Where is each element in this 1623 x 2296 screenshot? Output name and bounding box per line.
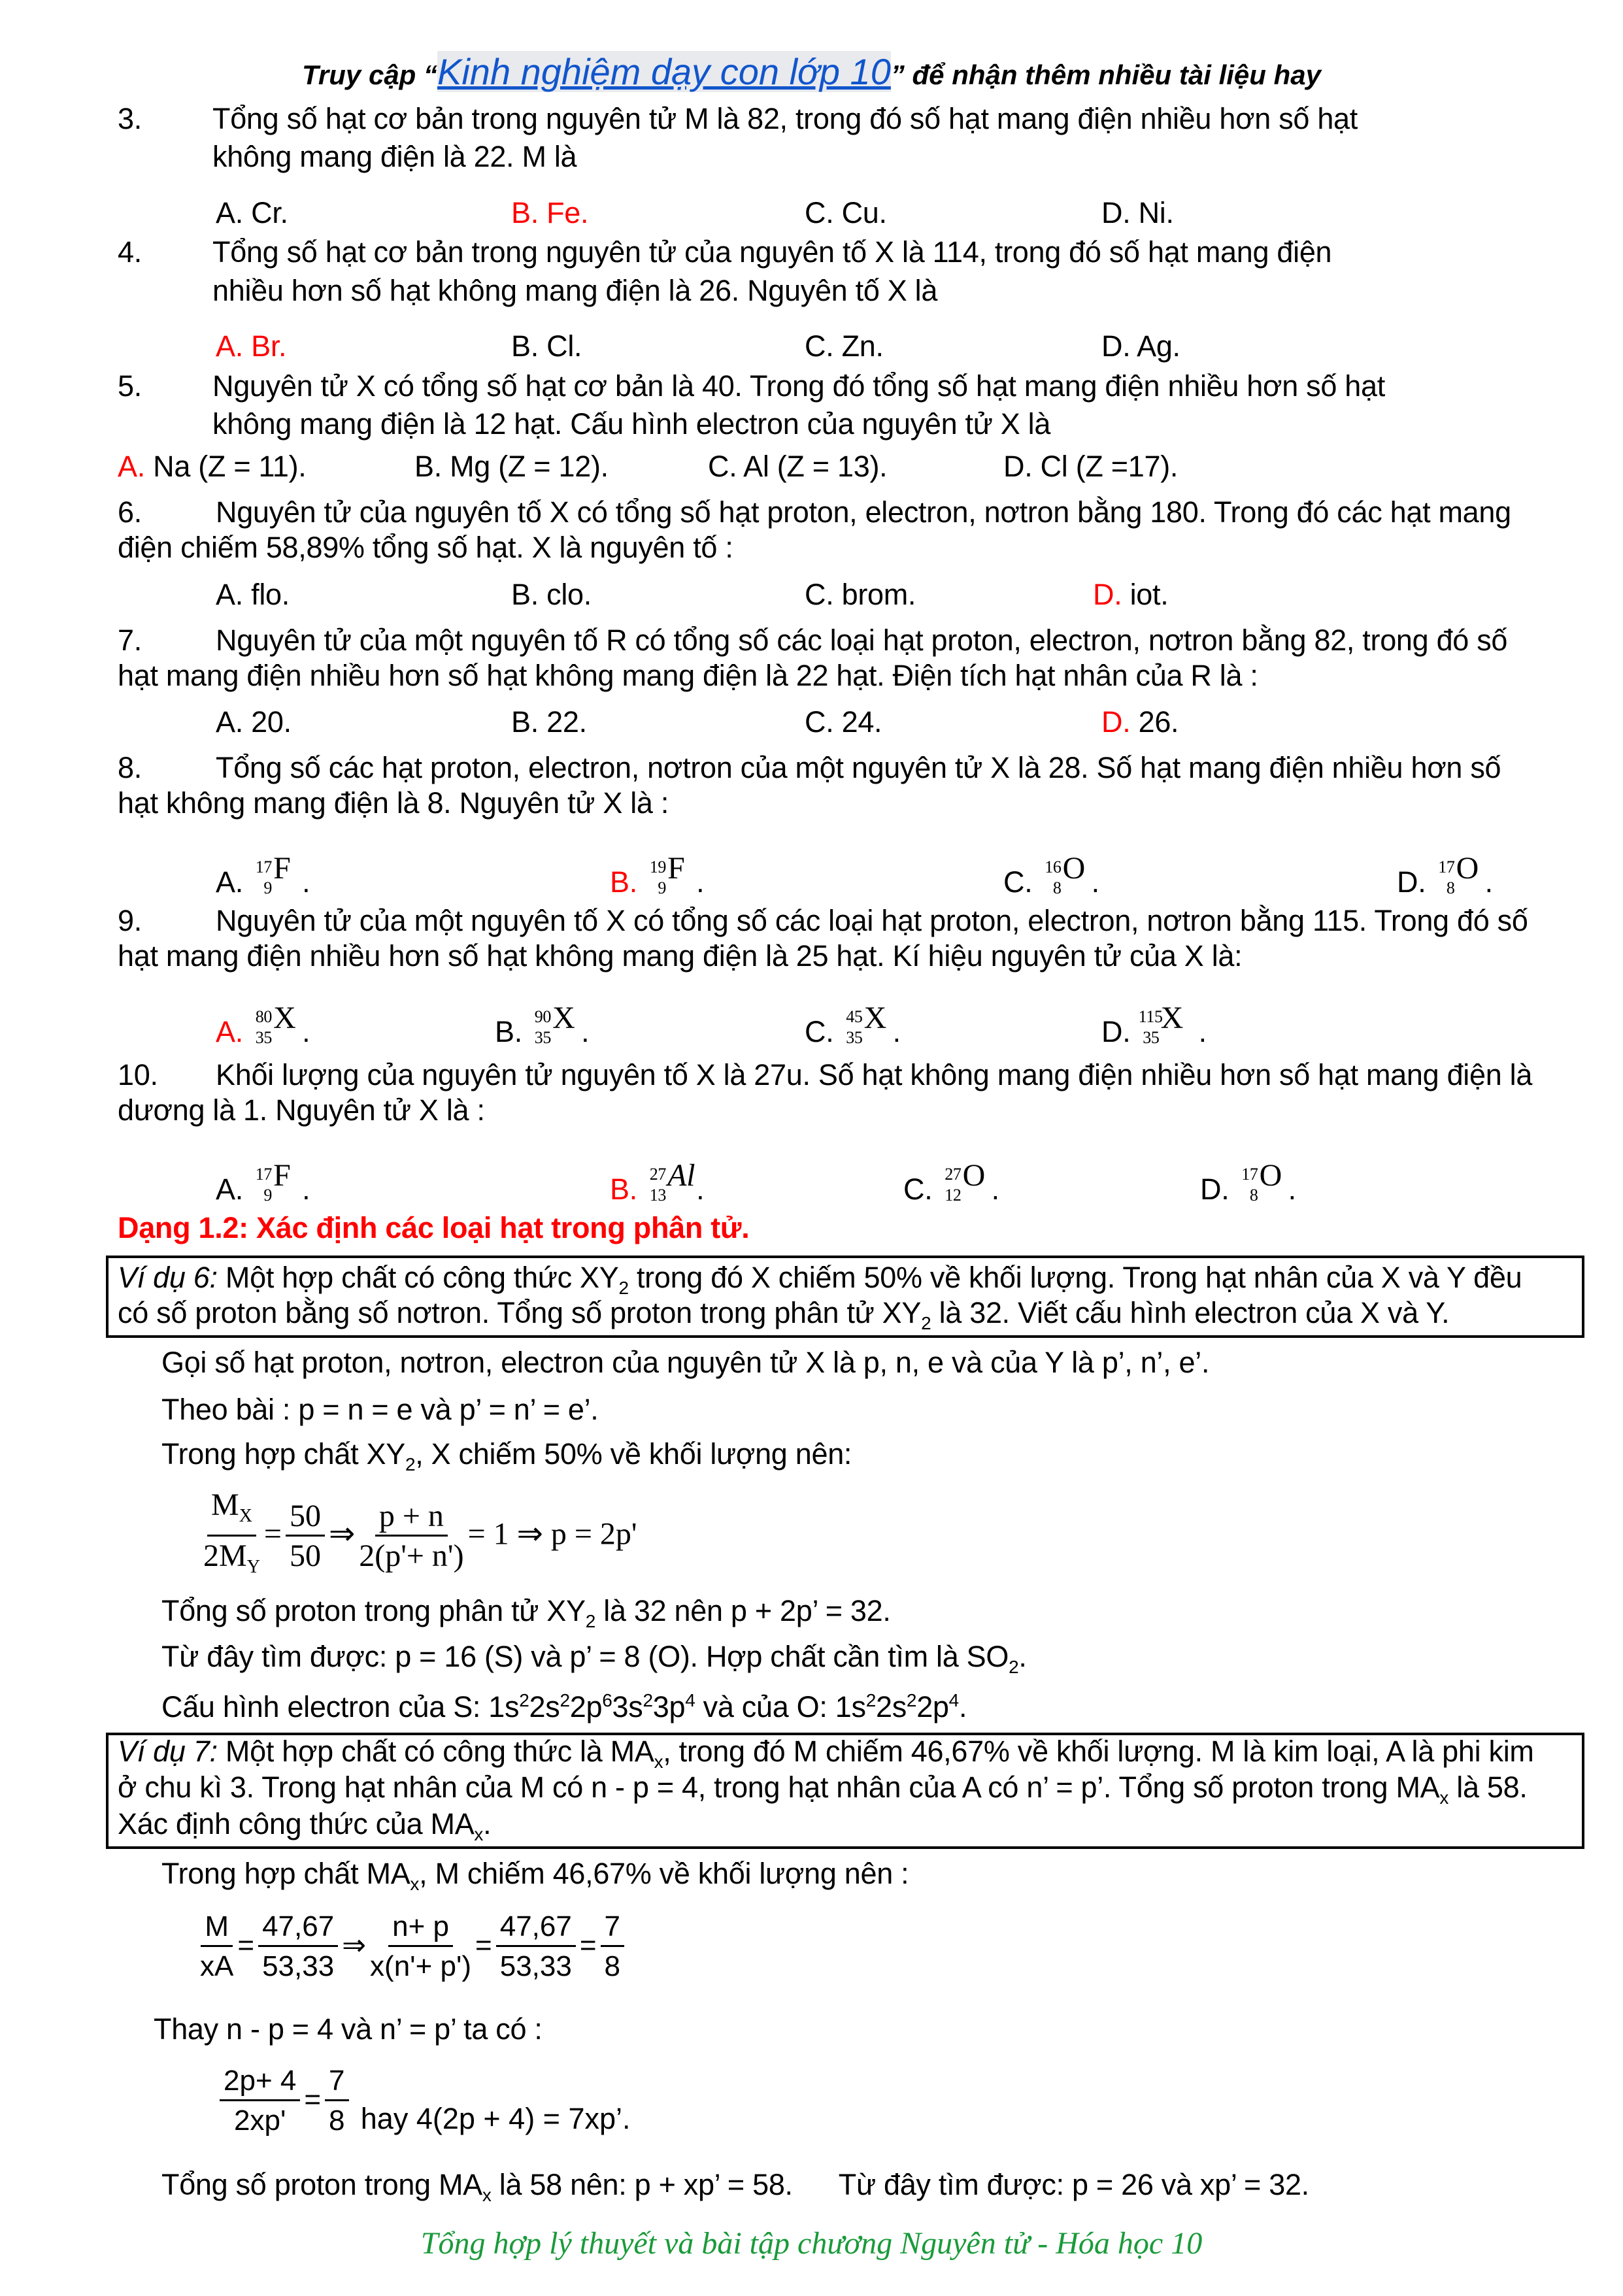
text: ở chu kì 3. Trong hạt nhân của M có n - p = 4, trong hạt nhân của A có n’ = p’. Tổng số proton trong MA bbox=[118, 1771, 1440, 1804]
option-b[interactable]: B. Cl. bbox=[511, 329, 582, 363]
fraction bbox=[601, 1908, 624, 1986]
implies-icon: ⇒ bbox=[329, 1516, 356, 1552]
period: . bbox=[302, 1173, 310, 1206]
element-symbol: X bbox=[1160, 1001, 1183, 1035]
option-c[interactable] bbox=[903, 1160, 999, 1208]
text: Từ đây tìm được: p = 16 (S) và p’ = 8 (O). Hợp chất cần tìm là SO bbox=[161, 1640, 1009, 1673]
option-key: B. bbox=[495, 1015, 522, 1048]
text: M bbox=[201, 1908, 233, 1947]
option-b-answer[interactable] bbox=[610, 1160, 704, 1208]
option-d[interactable]: D. Ag. bbox=[1101, 329, 1180, 363]
question-number: 5. bbox=[118, 369, 142, 403]
implies-icon: ⇒ bbox=[342, 1929, 367, 1962]
subscript: 2 bbox=[405, 1454, 416, 1474]
period: . bbox=[302, 865, 310, 899]
atomic-number: 12 bbox=[945, 1186, 962, 1205]
isotope-symbol bbox=[1237, 1160, 1283, 1206]
text: 3s bbox=[612, 1690, 643, 1723]
option-key: D. bbox=[1200, 1173, 1230, 1206]
subscript: x bbox=[474, 1824, 484, 1844]
fraction bbox=[220, 2063, 300, 2140]
question-number: 6. bbox=[118, 495, 142, 529]
element-symbol: X bbox=[863, 1001, 886, 1035]
option-key: C. bbox=[903, 1173, 933, 1206]
option-c[interactable]: C. Cu. bbox=[805, 196, 887, 229]
question-text: Tổng số các hạt proton, electron, nơtron của một nguyên tử X là 28. Số hạt mang điện nhiều hơn số bbox=[216, 751, 1501, 784]
text: 7 bbox=[601, 1908, 624, 1947]
mass-number: 27 bbox=[649, 1165, 667, 1184]
text: . bbox=[1018, 1640, 1027, 1673]
element-symbol: Al bbox=[667, 1158, 695, 1193]
superscript: 2 bbox=[643, 1690, 653, 1710]
option-a-answer[interactable]: A. Br. bbox=[216, 329, 287, 363]
text: 2p bbox=[569, 1690, 603, 1723]
option-c[interactable]: C. Al (Z = 13). bbox=[708, 450, 888, 483]
text: 2xp' bbox=[234, 2105, 286, 2137]
fraction bbox=[258, 1908, 338, 1986]
text: = bbox=[237, 1929, 255, 1962]
option-a[interactable] bbox=[216, 1160, 310, 1208]
period: . bbox=[302, 1015, 310, 1048]
option-key: B. bbox=[610, 1173, 637, 1206]
isotope-symbol bbox=[1041, 853, 1086, 899]
question-number: 8. bbox=[118, 751, 142, 784]
text: = bbox=[475, 1929, 492, 1962]
option-key: D. bbox=[1093, 578, 1122, 611]
mass-number: 19 bbox=[649, 857, 667, 876]
text: 47,67 bbox=[496, 1908, 576, 1947]
text: . bbox=[958, 1690, 967, 1723]
question-text: không mang điện là 22. M là bbox=[212, 140, 577, 173]
period: . bbox=[696, 1173, 705, 1206]
header-prefix: Truy cập “ bbox=[302, 59, 437, 90]
text: là 58. bbox=[1448, 1771, 1528, 1804]
subscript: X bbox=[239, 1506, 252, 1526]
subscript: 2 bbox=[585, 1611, 596, 1631]
example-label: Ví dụ 6: bbox=[118, 1261, 218, 1294]
period: . bbox=[1198, 1015, 1207, 1048]
text: , X chiếm 50% về khối lượng nên: bbox=[415, 1437, 852, 1471]
formula-mass-ratio bbox=[196, 1908, 628, 1986]
option-a-answer[interactable] bbox=[216, 1003, 310, 1050]
solution-line: Theo bài : p = n = e và p’ = n’ = e’. bbox=[161, 1393, 599, 1426]
option-key: C. bbox=[805, 1015, 834, 1048]
element-symbol: F bbox=[273, 851, 291, 886]
mass-number: 17 bbox=[1241, 1165, 1258, 1184]
text: 8 bbox=[604, 1950, 621, 1982]
subscript: 2 bbox=[618, 1278, 629, 1298]
option-b[interactable]: B. clo. bbox=[511, 578, 592, 611]
text: M bbox=[211, 1488, 239, 1522]
solution-line bbox=[161, 1593, 891, 1640]
text: là 58 nên: p + xp’ = 58. bbox=[491, 2168, 793, 2201]
fraction bbox=[370, 1908, 471, 1986]
option-b[interactable] bbox=[495, 1003, 589, 1050]
option-d[interactable]: D. Cl (Z =17). bbox=[1003, 450, 1179, 483]
text: 8 bbox=[329, 2105, 345, 2137]
text: 50 bbox=[286, 1498, 325, 1537]
period: . bbox=[991, 1173, 999, 1206]
mass-number: 17 bbox=[255, 1165, 273, 1184]
mass-number: 115 bbox=[1138, 1007, 1163, 1026]
option-d-answer[interactable] bbox=[1093, 576, 1168, 613]
subscript: x bbox=[654, 1752, 663, 1772]
page-header bbox=[0, 52, 1623, 95]
mass-number: 16 bbox=[1045, 857, 1062, 876]
element-symbol: O bbox=[1259, 1158, 1282, 1193]
question-text: nhiều hơn số hạt không mang điện là 26. Nguyên tố X là bbox=[212, 274, 938, 307]
isotope-symbol bbox=[530, 1003, 576, 1048]
question-text: Nguyên tử X có tổng số hạt cơ bản là 40. Trong đó tổng số hạt mang điện nhiều hơn số hạt bbox=[212, 369, 1385, 403]
option-c[interactable]: C. Zn. bbox=[805, 329, 884, 363]
page-footer: Tổng hợp lý thuyết và bài tập chương Nguyên tử - Hóa học 10 bbox=[420, 2226, 1203, 2261]
option-c[interactable]: C. 24. bbox=[805, 705, 882, 739]
text: và của O: 1s bbox=[695, 1690, 866, 1723]
atomic-number: 35 bbox=[846, 1028, 863, 1047]
question-text: hạt mang điện nhiều hơn số hạt không mang điện là 25 hạt. Kí hiệu nguyên tử của X là: bbox=[118, 939, 1243, 973]
mass-number: 27 bbox=[945, 1165, 962, 1184]
isotope-symbol bbox=[251, 853, 297, 899]
text: xA bbox=[200, 1950, 234, 1982]
header-link[interactable]: Kinh nghiệm dạy con lớp 10 bbox=[437, 51, 891, 92]
option-d[interactable] bbox=[1397, 853, 1493, 901]
text: hay 4(2p + 4) = 7xp’. bbox=[360, 2102, 631, 2136]
subscript: 2 bbox=[1009, 1657, 1019, 1677]
superscript: 2 bbox=[865, 1690, 876, 1710]
question-text: hạt không mang điện là 8. Nguyên tử X là : bbox=[118, 786, 669, 820]
fraction bbox=[496, 1908, 576, 1986]
option-d[interactable] bbox=[1200, 1160, 1296, 1208]
question-text: Tổng số hạt cơ bản trong nguyên tử của nguyên tố X là 114, trong đó số hạt mang điện bbox=[212, 235, 1332, 269]
solution-line bbox=[161, 1682, 967, 1725]
text: là 32. Viết cấu hình electron của X và Y. bbox=[931, 1296, 1450, 1329]
atomic-number: 8 bbox=[1249, 1186, 1258, 1205]
text: Xác định công thức của MA bbox=[118, 1807, 475, 1840]
text: 3p bbox=[652, 1690, 686, 1723]
atomic-number: 9 bbox=[263, 878, 273, 897]
option-a[interactable]: A. flo. bbox=[216, 578, 290, 611]
superscript: 2 bbox=[906, 1690, 917, 1710]
isotope-symbol bbox=[251, 1003, 297, 1048]
text: , trong đó M chiếm 46,67% về khối lượng. M là kim loại, A là phi kim bbox=[663, 1735, 1534, 1768]
mass-number: 45 bbox=[846, 1007, 863, 1026]
isotope-symbol bbox=[842, 1003, 888, 1048]
option-d-answer[interactable] bbox=[1101, 704, 1179, 740]
text: Tổng số proton trong phân tử XY bbox=[161, 1594, 586, 1627]
atomic-number: 35 bbox=[255, 1028, 273, 1047]
atomic-number: 8 bbox=[1052, 878, 1062, 897]
solution-line bbox=[161, 1436, 852, 1483]
question-text: không mang điện là 12 hạt. Cấu hình electron của nguyên tử X là bbox=[212, 407, 1051, 441]
period: . bbox=[1091, 865, 1099, 899]
text: 2p bbox=[916, 1690, 949, 1723]
element-symbol: F bbox=[273, 1158, 291, 1193]
atomic-number: 35 bbox=[1143, 1028, 1160, 1047]
element-symbol: O bbox=[1456, 851, 1479, 886]
solution-line bbox=[161, 2167, 1309, 2214]
option-c[interactable] bbox=[1003, 853, 1099, 901]
formula-ratio bbox=[199, 1487, 637, 1587]
text: 50 bbox=[290, 1539, 321, 1573]
text: 47,67 bbox=[258, 1908, 338, 1947]
option-b-answer[interactable] bbox=[610, 853, 704, 901]
fraction bbox=[203, 1487, 260, 1587]
text: Tổng số proton trong MA bbox=[161, 2168, 482, 2201]
subscript: x bbox=[1439, 1788, 1449, 1808]
option-key: B. bbox=[610, 865, 637, 899]
option-b[interactable]: B. Mg (Z = 12). bbox=[414, 450, 609, 483]
question-text: Nguyên tử của một nguyên tố X có tổng số các loại hạt proton, electron, nơtron bằng 115. Trong đó số bbox=[216, 904, 1528, 937]
period: . bbox=[892, 1015, 901, 1048]
isotope-symbol bbox=[1434, 853, 1480, 899]
element-symbol: X bbox=[552, 1001, 575, 1035]
solution-line: Thay n - p = 4 và n’ = p’ ta có : bbox=[154, 2012, 543, 2046]
text: n+ p bbox=[388, 1908, 453, 1947]
fraction bbox=[286, 1498, 325, 1576]
question-number: 10. bbox=[118, 1058, 158, 1091]
solution-line bbox=[161, 1639, 1027, 1686]
text: 2s bbox=[529, 1690, 560, 1723]
atomic-number: 9 bbox=[658, 878, 667, 897]
text: Một hợp chất có công thức XY bbox=[217, 1261, 619, 1294]
option-key: A. bbox=[216, 865, 243, 899]
option-c[interactable]: C. brom. bbox=[805, 578, 916, 611]
period: . bbox=[696, 865, 705, 899]
isotope-symbol bbox=[645, 853, 691, 899]
option-c[interactable] bbox=[805, 1003, 901, 1050]
option-key: D. bbox=[1397, 865, 1426, 899]
element-symbol: F bbox=[667, 851, 685, 886]
atomic-number: 13 bbox=[649, 1186, 667, 1205]
period: . bbox=[1484, 865, 1493, 899]
superscript: 2 bbox=[560, 1690, 570, 1710]
subscript: 2 bbox=[921, 1313, 931, 1333]
option-d[interactable] bbox=[1101, 1003, 1207, 1050]
isotope-symbol bbox=[941, 1160, 986, 1206]
text: 2M bbox=[203, 1539, 247, 1573]
text: 2s bbox=[875, 1690, 907, 1723]
option-value: iot. bbox=[1122, 578, 1169, 611]
option-key: D. bbox=[1101, 1015, 1131, 1048]
example-label: Ví dụ 7: bbox=[118, 1735, 218, 1768]
option-key: D. bbox=[1101, 705, 1131, 739]
text: trong đó X chiếm 50% về khối lượng. Trong hạt nhân của X và Y đều bbox=[628, 1261, 1522, 1294]
subscript: Y bbox=[246, 1557, 260, 1577]
question-text: hạt mang điện nhiều hơn số hạt không mang điện là 22 hạt. Điện tích hạt nhân của R là : bbox=[118, 659, 1258, 692]
mass-number: 17 bbox=[255, 857, 273, 876]
option-key: A. bbox=[216, 1015, 243, 1048]
option-a-answer[interactable] bbox=[118, 448, 307, 485]
option-d[interactable]: D. Ni. bbox=[1101, 196, 1174, 229]
question-number: 9. bbox=[118, 904, 142, 937]
subscript: x bbox=[410, 1874, 420, 1894]
mass-number: 80 bbox=[255, 1007, 273, 1026]
element-symbol: X bbox=[273, 1001, 296, 1035]
text: 53,33 bbox=[499, 1950, 572, 1982]
section-heading: Dạng 1.2: Xác định các loại hạt trong phân tử. bbox=[118, 1211, 750, 1244]
option-a[interactable]: A. 20. bbox=[216, 705, 292, 739]
fraction bbox=[325, 2063, 348, 2140]
isotope-symbol bbox=[251, 1160, 297, 1206]
mass-number: 17 bbox=[1438, 857, 1455, 876]
option-key: A. bbox=[216, 1173, 243, 1206]
question-number: 4. bbox=[118, 235, 142, 269]
atomic-number: 8 bbox=[1446, 878, 1455, 897]
example-6-line bbox=[118, 1295, 1449, 1342]
text: = 1 ⇒ p = 2p' bbox=[467, 1516, 637, 1552]
superscript: 6 bbox=[602, 1690, 612, 1710]
isotope-symbol bbox=[645, 1158, 695, 1206]
text: = bbox=[579, 1929, 597, 1962]
text: x(n'+ p') bbox=[370, 1950, 472, 1982]
element-symbol: O bbox=[962, 1158, 985, 1193]
question-text: dương là 1. Nguyên tử X là : bbox=[118, 1093, 485, 1127]
superscript: 4 bbox=[685, 1690, 695, 1710]
option-value: 26. bbox=[1130, 705, 1179, 739]
question-text: Tổng số hạt cơ bản trong nguyên tử M là 82, trong đó số hạt mang điện nhiều hơn số hạt bbox=[212, 102, 1358, 135]
text: là 32 nên p + 2p’ = 32. bbox=[595, 1594, 891, 1627]
text: = bbox=[304, 2084, 322, 2116]
option-value: Na (Z = 11). bbox=[144, 450, 307, 483]
question-text: Nguyên tử của một nguyên tố R có tổng số các loại hạt proton, electron, nơtron bằng 82, trong đó số bbox=[216, 624, 1508, 657]
option-a[interactable]: A. Cr. bbox=[216, 196, 288, 229]
text: Cấu hình electron của S: 1s bbox=[161, 1690, 520, 1723]
text: Trong hợp chất MA bbox=[161, 1857, 410, 1890]
text: = bbox=[263, 1516, 282, 1552]
period: . bbox=[1288, 1173, 1296, 1206]
text: , M chiếm 46,67% về khối lượng nên : bbox=[419, 1857, 909, 1890]
question-number: 3. bbox=[118, 102, 142, 135]
formula-substitution bbox=[216, 2063, 631, 2140]
text: p + n bbox=[375, 1498, 448, 1537]
option-b-answer[interactable]: B. Fe. bbox=[511, 196, 589, 229]
text: 7 bbox=[325, 2063, 348, 2101]
option-key: C. bbox=[1003, 865, 1033, 899]
question-number: 7. bbox=[118, 624, 142, 657]
superscript: 4 bbox=[948, 1690, 959, 1710]
period: . bbox=[581, 1015, 590, 1048]
text: Một hợp chất có công thức là MA bbox=[217, 1735, 654, 1768]
text: 2(p'+ n') bbox=[359, 1539, 464, 1573]
superscript: 2 bbox=[519, 1690, 529, 1710]
text: Từ đây tìm được: p = 26 và xp’ = 32. bbox=[838, 2168, 1309, 2201]
fraction bbox=[200, 1908, 233, 1986]
text: . bbox=[483, 1807, 492, 1840]
fraction bbox=[359, 1498, 463, 1576]
option-b[interactable]: B. 22. bbox=[511, 705, 587, 739]
subscript: x bbox=[482, 2185, 492, 2205]
header-suffix: ” để nhận thêm nhiều tài liệu hay bbox=[890, 59, 1321, 90]
question-text: Khối lượng của nguyên tử nguyên tố X là 27u. Số hạt không mang điện nhiều hơn số hạt mang điện là bbox=[216, 1058, 1533, 1091]
atomic-number: 9 bbox=[263, 1186, 273, 1205]
example-7-line bbox=[118, 1806, 491, 1853]
atomic-number: 35 bbox=[534, 1028, 552, 1047]
solution-line bbox=[161, 1855, 909, 1903]
element-symbol: O bbox=[1062, 851, 1085, 886]
text: 53,33 bbox=[262, 1950, 335, 1982]
text: 2p+ 4 bbox=[220, 2063, 300, 2101]
question-text: Nguyên tử của nguyên tố X có tổng số hạt proton, electron, nơtron bằng 180. Trong đó các hạt mang bbox=[216, 495, 1511, 529]
option-key: A. bbox=[118, 450, 145, 483]
isotope-symbol bbox=[1139, 1003, 1184, 1048]
mass-number: 90 bbox=[534, 1007, 552, 1026]
text: Trong hợp chất XY bbox=[161, 1437, 405, 1471]
question-text: điện chiếm 58,89% tổng số hạt. X là nguyên tố : bbox=[118, 531, 733, 564]
solution-line: Gọi số hạt proton, nơtron, electron của nguyên tử X là p, n, e và của Y là p’, n’, e’. bbox=[161, 1346, 1210, 1379]
text: có số proton bằng số nơtron. Tổng số proton trong phân tử XY bbox=[118, 1296, 922, 1329]
option-a[interactable] bbox=[216, 853, 310, 901]
